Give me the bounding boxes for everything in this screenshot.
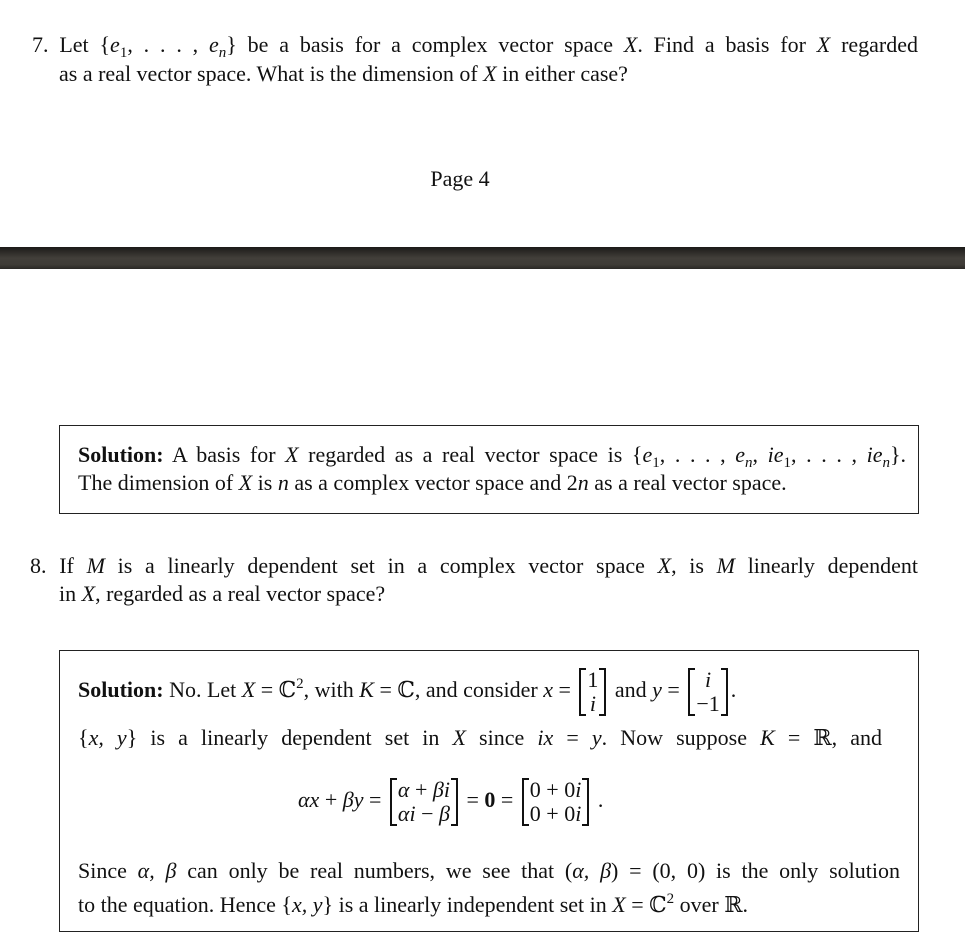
text-segment: 1 (119, 45, 128, 61)
column-matrix (522, 778, 590, 826)
math-symbol: n (882, 455, 890, 471)
text-segment: can only be real numbers, we see that ( (176, 858, 573, 883)
math-symbol: e (642, 442, 653, 467)
text-segment: 8. If (30, 553, 87, 578)
math-symbol: K (760, 725, 775, 750)
math-symbol: ie (866, 442, 883, 467)
solution-8-line-3 (78, 857, 900, 885)
text-segment: 2 (666, 891, 675, 907)
math-symbol: K (359, 677, 374, 703)
text-segment: . (592, 787, 604, 813)
text-segment: 7. Let { (32, 32, 111, 57)
text-segment: , with (303, 677, 360, 703)
text-segment: = (661, 677, 686, 703)
math-symbol: X (623, 32, 638, 57)
text-segment: linearly dependent (734, 553, 918, 578)
math-symbol: αx (298, 787, 320, 813)
text-segment: , . . . , (127, 32, 209, 57)
text-segment: 0 + 0 (529, 777, 576, 802)
text-segment: 2 (296, 676, 304, 693)
text-segment: No. Let (163, 677, 242, 703)
text-segment: + (319, 787, 343, 813)
column-matrix (390, 778, 458, 826)
matrix-entry (696, 692, 719, 716)
math-symbol: X (81, 581, 96, 606)
math-symbol: y (591, 725, 602, 750)
math-symbol: βi (432, 777, 450, 802)
math-symbol: ie (767, 442, 784, 467)
math-symbol: X (483, 61, 497, 86)
text-segment: = ℂ, and consider (373, 677, 544, 703)
math-symbol: X (657, 553, 672, 578)
math-symbol: i (575, 801, 582, 826)
text-segment: 1 (652, 455, 660, 471)
text-segment: to the equation. Hence { (78, 892, 292, 917)
solution-8-equation (298, 778, 603, 826)
text-segment: , is (671, 553, 717, 578)
text-segment: = (363, 787, 387, 813)
solution-8-line-2 (78, 724, 882, 752)
text-segment: as a complex vector space and 2 (288, 470, 578, 495)
text-segment: = ℂ (625, 892, 667, 917)
math-symbol: X (816, 32, 831, 57)
page-divider (0, 247, 965, 269)
text-segment: and (609, 677, 653, 703)
text-segment: , . . . , (659, 442, 736, 467)
math-symbol: X (452, 725, 466, 750)
bold-text: 0 (484, 787, 496, 813)
math-symbol: βy (342, 787, 364, 813)
text-segment: . (730, 677, 737, 703)
text-segment: , (752, 442, 768, 467)
text-segment: . Find a basis for (637, 32, 817, 57)
matrix-entry (530, 778, 582, 802)
text-segment: A basis for (163, 442, 286, 467)
text-segment: is (252, 470, 278, 495)
text-segment: = (552, 677, 577, 703)
solution-8-line-1 (78, 668, 736, 716)
bold-text: Solution: (78, 442, 164, 467)
text-segment: The dimension of (78, 470, 239, 495)
solution-8-line-4 (78, 885, 748, 919)
text-segment: −1 (696, 691, 720, 716)
math-symbol: x (543, 677, 553, 703)
text-segment: 1 (783, 455, 792, 471)
math-symbol: x, y (88, 725, 127, 750)
matrix-entry (587, 668, 598, 692)
math-symbol: β (438, 801, 450, 826)
math-symbol: αi (397, 801, 416, 826)
text-segment: = (460, 787, 485, 813)
text-segment: as a real vector space. What is the dimension of (59, 61, 484, 86)
math-symbol: x, y (291, 892, 323, 917)
text-segment: 0 + 0 (529, 801, 576, 826)
text-segment: + (409, 777, 433, 802)
text-segment: = (553, 725, 592, 750)
text-segment: 1 (587, 667, 599, 692)
text-segment: over ℝ. (674, 892, 749, 917)
text-segment: − (415, 801, 439, 826)
math-symbol: M (716, 553, 735, 578)
text-segment: is a linearly dependent set in a complex vector space (104, 553, 658, 578)
text-segment: regarded (830, 32, 919, 57)
question-8-line-2 (59, 580, 385, 608)
text-segment: { (78, 725, 89, 750)
math-symbol: n (218, 45, 227, 61)
math-symbol: ix (537, 725, 554, 750)
text-segment: as a real vector space. (588, 470, 787, 495)
text-segment: ) = (0, 0) is the only solution (611, 858, 900, 883)
matrix-entry (398, 778, 450, 802)
text-segment: in (59, 581, 82, 606)
text-segment: }. (889, 442, 907, 467)
math-symbol: i (704, 667, 712, 692)
text-segment: , . . . , (791, 442, 867, 467)
math-symbol: α, β (572, 858, 612, 883)
bold-text: Solution: (78, 677, 164, 703)
math-symbol: y (652, 677, 662, 703)
text-segment: } is a linearly independent set in (322, 892, 613, 917)
page-number-label: Page 4 (430, 166, 490, 191)
math-symbol: n (277, 470, 289, 495)
math-symbol: i (575, 777, 582, 802)
math-symbol: M (86, 553, 105, 578)
math-symbol: X (612, 892, 626, 917)
text-segment: } be a basis for a complex vector space (226, 32, 624, 57)
text-segment: Since (78, 858, 138, 883)
matrix-entry (530, 802, 582, 826)
matrix-entry (590, 692, 596, 716)
text-segment: , regarded as a real vector space? (95, 581, 386, 606)
text-segment: = ℝ, and (774, 725, 882, 750)
math-symbol: X (238, 470, 253, 495)
text-segment: . Now suppose (601, 725, 761, 750)
math-symbol: e (735, 442, 746, 467)
matrix-entry (705, 668, 711, 692)
column-matrix (688, 668, 727, 716)
text-segment: regarded as a real vector space is { (298, 442, 643, 467)
solution-7-line-2 (78, 469, 787, 497)
text-segment: = (495, 787, 519, 813)
question-7-line-2 (59, 60, 628, 88)
math-symbol: n (745, 455, 753, 471)
math-symbol: X (285, 442, 299, 467)
column-matrix (579, 668, 606, 716)
question-8-line-1 (30, 552, 918, 580)
math-symbol: α, β (137, 858, 177, 883)
text-segment: since (465, 725, 538, 750)
matrix-entry (398, 802, 450, 826)
math-symbol: e (209, 32, 219, 57)
math-symbol: X (241, 677, 256, 703)
math-symbol: e (110, 32, 120, 57)
math-symbol: n (577, 470, 589, 495)
text-segment: = ℂ (255, 677, 297, 703)
text-segment: in either case? (496, 61, 628, 86)
math-symbol: α (397, 777, 410, 802)
math-symbol: i (589, 691, 596, 716)
text-segment: } is a linearly dependent set in (126, 725, 453, 750)
